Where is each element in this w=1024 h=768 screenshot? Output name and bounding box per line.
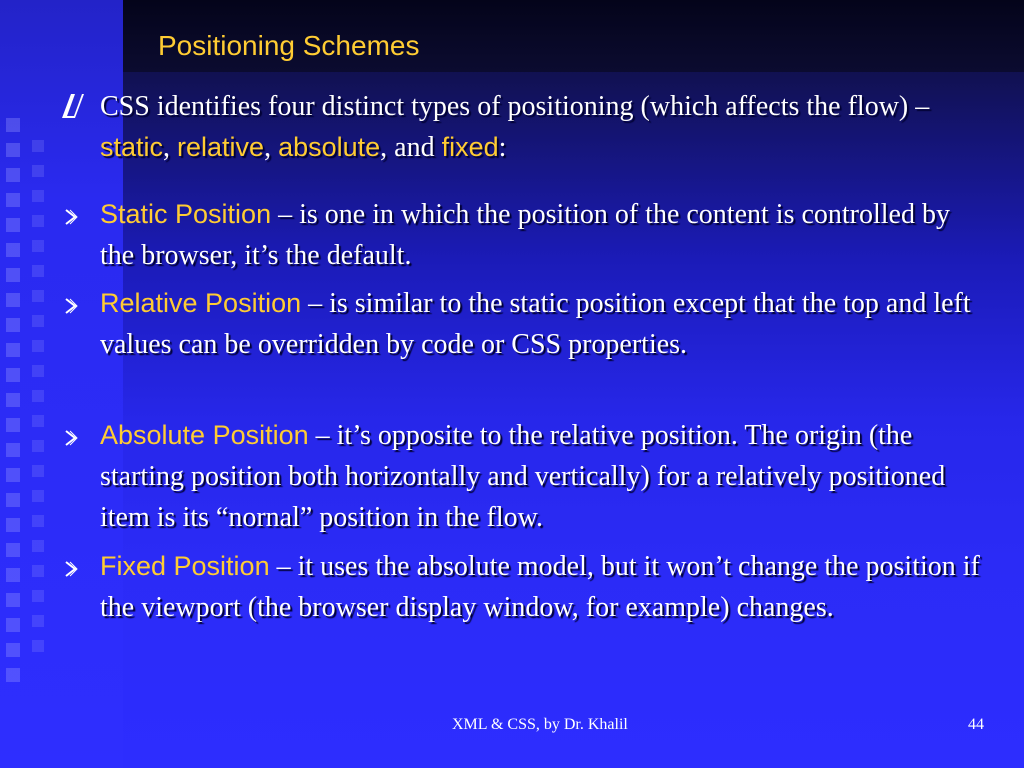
bullet-text: – is similar to the static position except that the top and left values can be overridden by code or CSS properties.	[100, 288, 971, 360]
page-number: 44	[968, 716, 984, 733]
intro-sep: ,	[163, 132, 178, 163]
bullet-term: Relative Position	[100, 288, 302, 318]
bullet-text: – is one in which the position of the content is controlled by the browser, it’s the default.	[100, 199, 950, 271]
intro-sep: , and	[380, 132, 442, 163]
bullet-term: Static Position	[100, 199, 272, 229]
arrow-bullet-icon	[64, 298, 78, 314]
bullet-term: Absolute Position	[100, 420, 309, 450]
intro-text: CSS identifies four distinct types of positioning (which affects the flow) –	[100, 91, 930, 122]
term-static: static	[100, 132, 164, 162]
bullet-relative-position	[100, 283, 990, 365]
arrow-bullet-icon	[64, 430, 78, 446]
footer-text: XML & CSS, by Dr. Khalil	[452, 716, 628, 733]
term-absolute: absolute	[278, 132, 381, 162]
slide-title: Positioning Schemes	[158, 30, 420, 61]
intro-paragraph	[100, 86, 980, 168]
intro-sep: ,	[264, 132, 279, 163]
arrow-bullet-icon	[64, 209, 78, 225]
intro-end: :	[498, 132, 507, 163]
bullet-static-position	[100, 194, 990, 276]
decor-squares-secondary	[32, 140, 58, 665]
arrow-bullet-icon	[64, 561, 78, 577]
term-fixed: fixed	[441, 132, 499, 162]
slash-bullet-icon	[62, 94, 84, 118]
bullet-absolute-position	[100, 415, 990, 538]
decor-squares	[6, 118, 32, 693]
term-relative: relative	[177, 132, 265, 162]
bullet-text: – it uses the absolute model, but it won’t change the position if the viewport (the browser display window, for example) changes.	[100, 551, 980, 623]
bullet-text: – it’s opposite to the relative position. The origin (the starting position both horizontally and vertically) for a relatively positioned item is its “nornal” position in the flow.	[100, 420, 946, 533]
bullet-fixed-position	[100, 546, 990, 628]
bullet-term: Fixed Position	[100, 551, 270, 581]
